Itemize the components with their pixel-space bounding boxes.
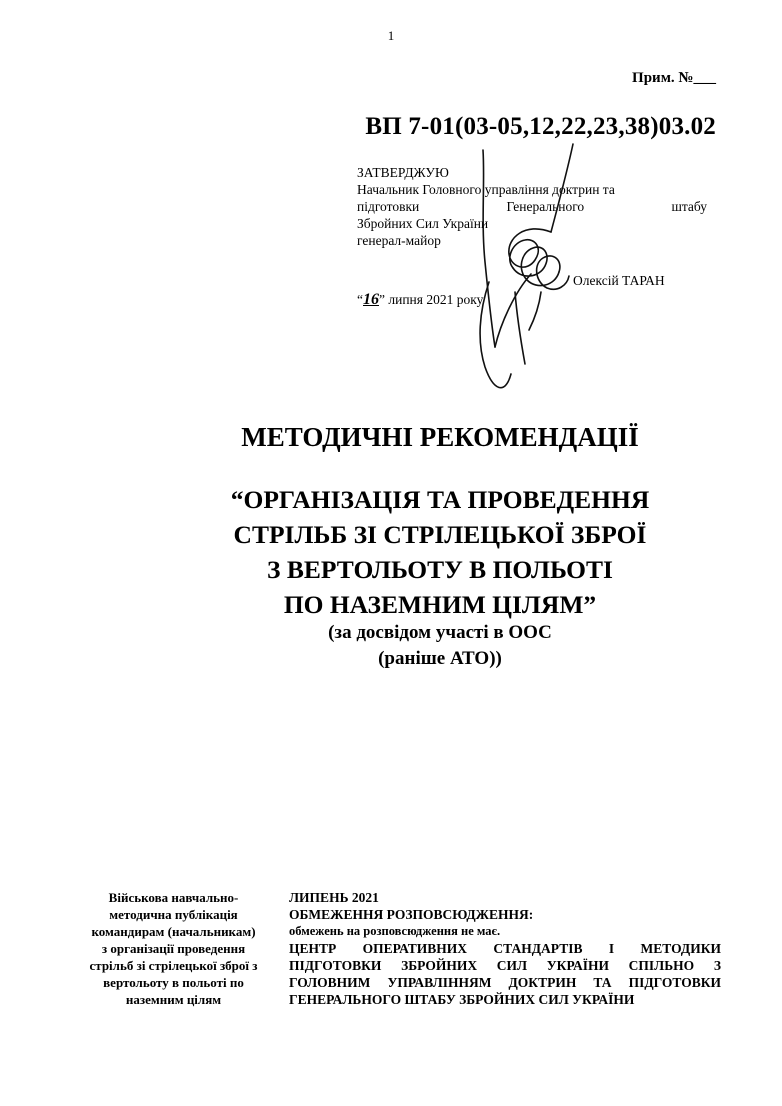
approval-heading: ЗАТВЕРДЖУЮ — [357, 165, 449, 180]
date-rest: ” липня 2021 року — [379, 292, 484, 307]
restriction-heading: ОБМЕЖЕННЯ РОЗПОВСЮДЖЕННЯ: — [289, 907, 534, 922]
publication-description-line: командирам (начальникам) — [91, 924, 256, 939]
publication-description-line: з організації проведення — [101, 941, 246, 956]
publication-author: ЦЕНТР ОПЕРАТИВНИХ СТАНДАРТІВ І МЕТОДИКИ ПІДГОТОВКИ ЗБРОЙНИХ СИЛ УКРАЇНИ СПІЛЬНО З ГОЛОВНИМ УПРАВЛІННЯМ ДОКТРИН ТА ПІДГОТОВКИ ГЕНЕРАЛЬНОГО ШТАБУ ЗБРОЙНИХ СИЛ УКРАЇНИ — [289, 941, 721, 1007]
copy-number: Прим. №___ — [632, 70, 716, 86]
document-title: МЕТОДИЧНІ РЕКОМЕНДАЦІЇ — [241, 422, 639, 452]
subtitle-line: СТРІЛЬБ ЗІ СТРІЛЕЦЬКОЇ ЗБРОЇ — [233, 520, 647, 549]
publication-info — [289, 889, 721, 1008]
publication-description — [66, 889, 281, 1008]
subtitle-note-line: (за досвідом участі в ООС — [328, 622, 552, 643]
publication-date: ЛИПЕНЬ 2021 — [289, 890, 379, 905]
approval-position-line: Збройних Сил України — [357, 216, 489, 231]
subtitle-line: З ВЕРТОЛЬОТУ В ПОЛЬОТІ — [267, 555, 613, 584]
date-day: 16 — [363, 291, 379, 308]
subtitle-line: “ОРГАНІЗАЦІЯ ТА ПРОВЕДЕННЯ — [230, 485, 650, 514]
approval-position-line: генерал-майор — [357, 233, 441, 248]
handwritten-signature — [455, 142, 585, 402]
approver-name: Олексій ТАРАН — [573, 273, 665, 288]
publication-description-line: стрільб зі стрілецької зброї з — [89, 958, 258, 973]
approval-position-line: підготовки Генерального штабу — [357, 199, 707, 214]
publication-description-line: наземним цілям — [125, 992, 222, 1007]
publication-description-line: методична публікація — [109, 907, 238, 922]
publication-description-line: вертольоту в польоті по — [103, 975, 244, 990]
page-number: 1 — [387, 28, 395, 43]
subtitle-note — [160, 620, 720, 672]
restriction-text: обмежень на розповсюдження не має. — [289, 924, 501, 938]
subtitle-line: ПО НАЗЕМНИМ ЦІЛЯМ” — [283, 590, 597, 619]
approval-position-line: Начальник Головного управління доктрин та — [357, 182, 615, 197]
document-code: ВП 7-01(03-05,12,22,23,38)03.02 — [365, 113, 716, 140]
publication-description-line: Військова навчально- — [108, 890, 239, 905]
date-open-quote: “ — [357, 292, 363, 307]
document-subtitle — [160, 482, 720, 622]
subtitle-note-line: (раніше АТО)) — [378, 648, 502, 669]
